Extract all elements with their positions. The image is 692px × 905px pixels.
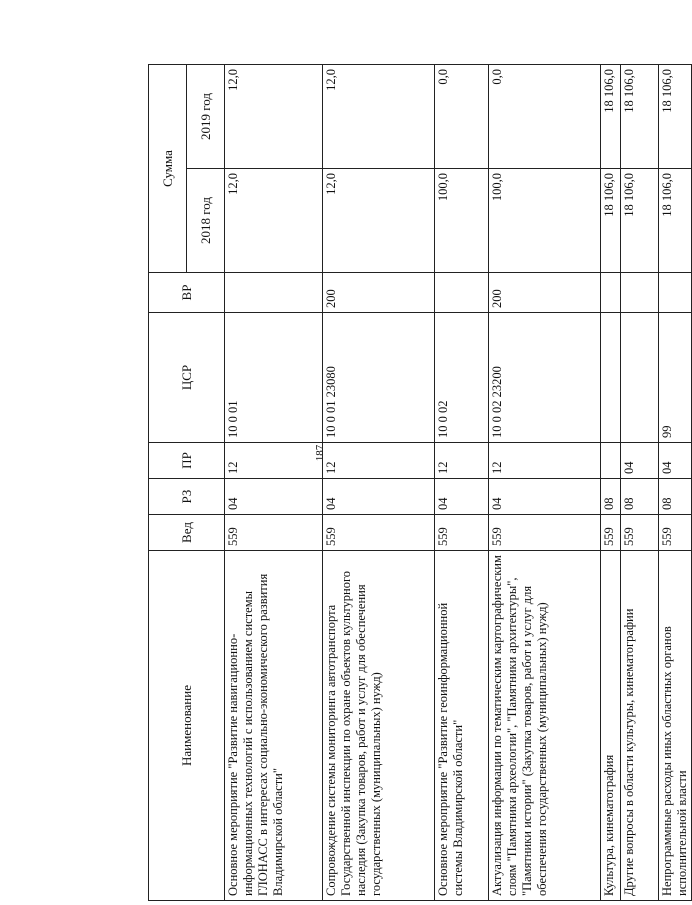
budget-table — [148, 64, 692, 901]
cell-2019: 0,0 — [489, 65, 601, 169]
cell-pr: 12 — [323, 443, 435, 479]
table-row — [323, 65, 435, 901]
cell-2018: 12,0 — [225, 169, 323, 273]
header-2019: 2019 год — [187, 65, 225, 169]
header-vr: ВР — [149, 273, 225, 313]
cell-name: Другие вопросы в области культуры, кинематографии — [621, 551, 659, 901]
cell-name: Актуализация информации по тематическим картографическим слоям "Памятники археологии", "Памятники архитектуры", "Памятники истории" (Закупка товаров, работ и услуг для обеспечения государственных (муниципальных) нужд) — [489, 551, 601, 901]
cell-2018: 12,0 — [323, 169, 435, 273]
cell-ved: 559 — [621, 515, 659, 551]
page-number: 187 — [314, 444, 326, 462]
cell-name: Сопровождение системы мониторинга автотранспорта Государственной инспекции по охране объектов культурного наследия (Закупка товаров, работ и услуг для обеспечения государственных (муниципальных) нужд) — [323, 551, 435, 901]
header-sum: Сумма — [149, 65, 187, 273]
cell-csr: 10 0 01 — [225, 313, 323, 443]
cell-ved: 559 — [435, 515, 489, 551]
cell-2018: 18 106,0 — [621, 169, 659, 273]
cell-rz: 04 — [323, 479, 435, 515]
cell-pr: 04 — [621, 443, 659, 479]
cell-2019: 12,0 — [225, 65, 323, 169]
cell-ved: 559 — [489, 515, 601, 551]
cell-2018: 18 106,0 — [659, 169, 692, 273]
cell-pr: 12 — [225, 443, 323, 479]
cell-name: Культура, кинематография — [601, 551, 621, 901]
cell-2019: 0,0 — [435, 65, 489, 169]
cell-rz: 04 — [489, 479, 601, 515]
cell-name: Непрограммные расходы иных областных органов исполнительной власти — [659, 551, 692, 901]
cell-pr: 12 — [489, 443, 601, 479]
cell-vr — [621, 273, 659, 313]
cell-name: Основное мероприятие "Развитие геоинформационной системы Владимирской области" — [435, 551, 489, 901]
cell-pr: 04 — [659, 443, 692, 479]
cell-ved: 559 — [323, 515, 435, 551]
cell-2019: 12,0 — [323, 65, 435, 169]
header-name: Наименование — [149, 551, 225, 901]
cell-csr — [621, 313, 659, 443]
table-row — [601, 65, 621, 901]
cell-vr: 200 — [323, 273, 435, 313]
cell-rz: 08 — [601, 479, 621, 515]
rotated-table-wrapper — [148, 65, 689, 901]
cell-2019: 18 106,0 — [621, 65, 659, 169]
header-rz: РЗ — [149, 479, 225, 515]
cell-vr — [601, 273, 621, 313]
cell-2018: 18 106,0 — [601, 169, 621, 273]
cell-rz: 04 — [435, 479, 489, 515]
cell-vr — [435, 273, 489, 313]
cell-2019: 18 106,0 — [601, 65, 621, 169]
cell-name: Основное мероприятие "Развитие навигационно-информационных технологий с использованием системы ГЛОНАСС в интересах социально-экономического развития Владимирской области" — [225, 551, 323, 901]
cell-csr: 10 0 01 23080 — [323, 313, 435, 443]
cell-rz: 04 — [225, 479, 323, 515]
header-csr: ЦСР — [149, 313, 225, 443]
cell-csr: 10 0 02 — [435, 313, 489, 443]
cell-vr — [659, 273, 692, 313]
cell-ved: 559 — [601, 515, 621, 551]
cell-pr — [601, 443, 621, 479]
table-row — [489, 65, 601, 901]
header-ved: Вед — [149, 515, 225, 551]
cell-ved: 559 — [225, 515, 323, 551]
table-row — [225, 65, 323, 901]
cell-vr: 200 — [489, 273, 601, 313]
header-2018: 2018 год — [187, 169, 225, 273]
table-row — [659, 65, 692, 901]
cell-2018: 100,0 — [489, 169, 601, 273]
cell-csr: 10 0 02 23200 — [489, 313, 601, 443]
cell-rz: 08 — [659, 479, 692, 515]
cell-2019: 18 106,0 — [659, 65, 692, 169]
cell-ved: 559 — [659, 515, 692, 551]
cell-csr: 99 — [659, 313, 692, 443]
cell-vr — [225, 273, 323, 313]
cell-csr — [601, 313, 621, 443]
cell-pr: 12 — [435, 443, 489, 479]
header-pr: ПР — [149, 443, 225, 479]
table-row — [621, 65, 659, 901]
cell-rz: 08 — [621, 479, 659, 515]
cell-2018: 100,0 — [435, 169, 489, 273]
table-row — [435, 65, 489, 901]
